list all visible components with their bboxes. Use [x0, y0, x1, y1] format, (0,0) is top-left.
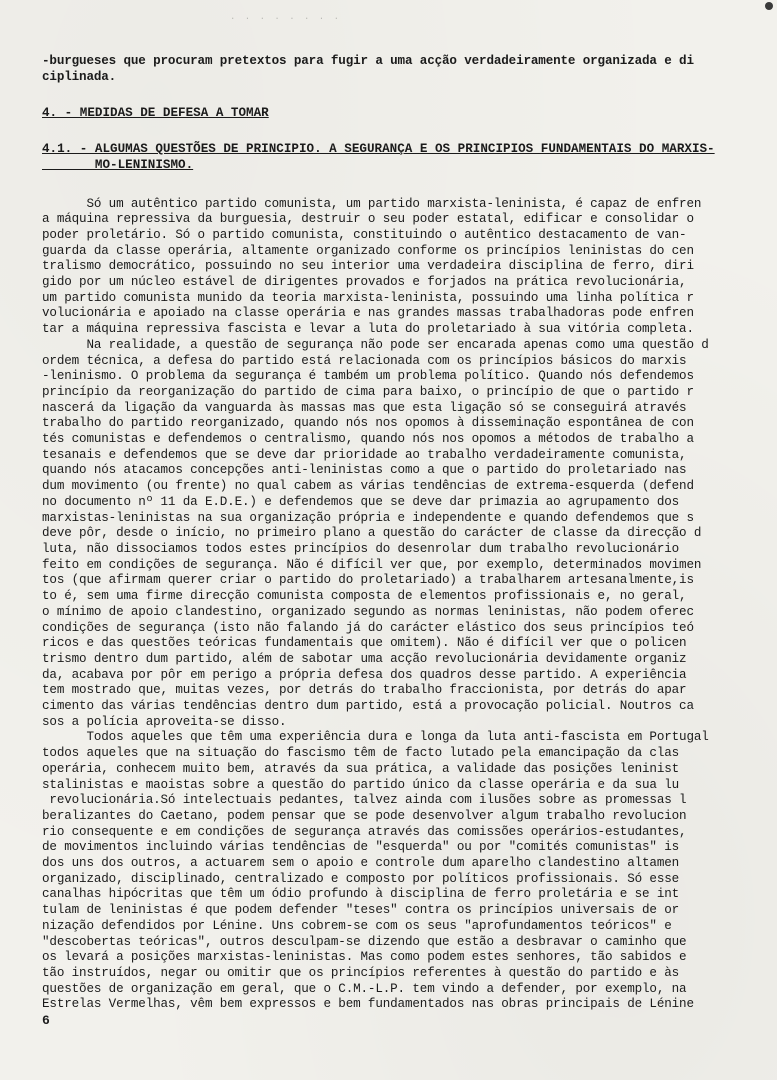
text-line: trabalho do partido reorganizado, quando nós nos opomos à disseminação espontânea de con: [42, 416, 694, 431]
text-line: no documento nº 11 da E.D.E.) e defendemos que se deve dar primazia ao agrupamento dos: [42, 494, 680, 509]
text-line: beralizantes do Caetano, podem pensar que se pode desenvolver algum trabalho revolucion: [42, 808, 687, 823]
text-line: tos (que afirmam querer criar o partido do proletariado) a trabalharem artesanalmente,is: [42, 573, 694, 588]
text-line: stalinistas e maoistas sobre a questão do partido único da classe operária e da sua lu: [42, 777, 680, 792]
document-body: [42, 54, 764, 1029]
text-line: cimento das várias tendências dentro dum partido, está a provocação policial. Noutros ca: [42, 699, 694, 714]
text-line: to é, sem uma firme direcção comunista composta de elementos profissionais e, no geral,: [42, 589, 687, 604]
text-line: dum movimento (ou frente) no qual cabem as várias tendências de extrema-esquerda (defend: [42, 479, 694, 494]
subsection-heading-line: MO-LENINISMO.: [42, 157, 194, 172]
text-line: ciplinada.: [42, 69, 117, 84]
text-line: operária, conhecem muito bem, através da sua prática, a validade das posições leninist: [42, 761, 680, 776]
text-line: marxistas-leninistas na sua organização própria e independente e quando defendemos que s: [42, 510, 694, 525]
text-line: Todos aqueles que têm uma experiência dura e longa da luta anti-fascista em Portugal: [42, 730, 709, 745]
text-line: feito em condições de segurança. Não é difícil ver que, por exemplo, determinados movimen: [42, 557, 702, 572]
hole-punch-mark: [765, 2, 773, 10]
text-line: "descobertas teóricas", outros desculpam-se dizendo que estão a desbravar o caminho que: [42, 934, 687, 949]
text-line: canalhas hipócritas que têm um ódio profundo à disciplina de ferro proletária e se int: [42, 887, 680, 902]
text-line: tão instruídos, negar ou omitir que os princípios referentes à questão do partido e às: [42, 965, 680, 980]
text-line: gido por um núcleo estável de dirigentes provados e forjados na prática revolucionária,: [42, 275, 687, 290]
text-line: um partido comunista munido da teoria marxista-leninista, possuindo uma linha política r: [42, 290, 694, 305]
text-line: tés comunistas e defendemos o centralismo, quando nós nos opomos a métodos de trabalho a: [42, 432, 694, 447]
text-line: guarda da classe operária, altamente organizado conforme os princípios leninistas do cen: [42, 243, 694, 258]
text-line: de movimentos incluindo várias tendências de "esquerda" ou por "comités comunistas" is: [42, 840, 680, 855]
subsection-heading: [42, 142, 764, 173]
text-line: tar a máquina repressiva fascista e levar a luta do proletariado à sua vitória completa.: [42, 322, 694, 337]
text-line: quando nós atacamos concepções anti-leninistas como a que o partido do proletariado nas: [42, 463, 687, 478]
text-line: nascerá da ligação da vanguarda às massas mas que esta ligação só se conseguirá através: [42, 400, 687, 415]
text-line: rio consequente e em condições de segurança através das comissões operários-estudantes,: [42, 824, 687, 839]
text-line: nização defendidos por Lénine. Uns cobrem-se com os seus "aprofundamentos teóricos" e: [42, 918, 672, 933]
faded-header-mark: · · · · · · · ·: [230, 14, 342, 24]
text-line: tesanais e defendemos que se deve dar prioridade ao trabalho verdadeiramente comunista,: [42, 447, 687, 462]
text-line: organizado, disciplinado, centralizado e composto por políticos profissionais. Só esse: [42, 871, 680, 886]
text-line: deve pôr, desde o início, no primeiro plano a questão do carácter de classe da direcção d: [42, 526, 702, 541]
continuation-text: [42, 54, 764, 85]
text-line: tralismo democrático, possuindo no seu interior uma verdadeira disciplina de ferro, diri: [42, 259, 694, 274]
text-line: -leninismo. O problema da segurança é também um problema político. Quando nós defendemos: [42, 369, 694, 384]
paragraph-1: [42, 197, 764, 338]
section-heading-text: 4. - MEDIDAS DE DEFESA A TOMAR: [42, 106, 269, 121]
text-line: volucionária e apoiado na classe operária e nas grandes massas trabalhadoras pode enfren: [42, 306, 694, 321]
text-line: os levará a posições marxistas-leninistas. Mas como podem estes senhores, tão sabidos e: [42, 950, 687, 965]
text-line: questões de organização em geral, que o C.M.-L.P. tem vindo a defender, por exemplo, na: [42, 981, 687, 996]
text-line: ordem técnica, a defesa do partido está relacionada com os princípios básicos do marxis: [42, 353, 687, 368]
text-line: princípio da reorganização do partido de cima para baixo, o princípio de que o partido r: [42, 384, 694, 399]
text-line: todos aqueles que na situação do fascismo têm de facto lutado pela emancipação da clas: [42, 746, 680, 761]
text-line: tem mostrado que, muitas vezes, por detrás do trabalho fraccionista, por detrás do apar: [42, 683, 687, 698]
text-line: revolucionária.Só intelectuais pedantes, talvez ainda com ilusões sobre as promessas l: [42, 793, 687, 808]
text-line: trismo dentro dum partido, além de sabotar uma acção revolucionária devidamente organiz: [42, 651, 687, 666]
text-line: dos uns dos outros, a actuarem sem o apoio e controle dum aparelho clandestino altamen: [42, 856, 680, 871]
text-line: poder proletário. Só o partido comunista, constituindo o autêntico destacamento de van-: [42, 227, 687, 242]
text-line: ricos e das questões teóricas fundamentais que omitem). Não é difícil ver que o policen: [42, 636, 687, 651]
text-line: luta, não dissociamos todos estes princípios do desenrolar dum trabalho revolucionário: [42, 541, 680, 556]
text-line: -burgueses que procuram pretextos para fugir a uma acção verdadeiramente organizada e di: [42, 54, 694, 68]
text-line: sos a polícia aproveita-se disso.: [42, 714, 287, 729]
text-line: tulam de leninistas é que podem defender "teses" contra os princípios universais de or: [42, 903, 680, 918]
section-heading: [42, 106, 764, 122]
subsection-heading-line: 4.1. - ALGUMAS QUESTÕES DE PRINCIPIO. A SEGURANÇA E OS PRINCIPIOS FUNDAMENTAIS DO MARXIS-: [42, 142, 715, 157]
text-line: Na realidade, a questão de segurança não pode ser encarada apenas como uma questão d: [42, 337, 709, 352]
text-line: condições de segurança (isto não falando já do carácter elástico dos seus princípios teó: [42, 620, 694, 635]
paragraph-2: [42, 338, 764, 731]
paragraph-3: [42, 730, 764, 1013]
text-line: a máquina repressiva da burguesia, destruir o seu poder estatal, edificar e consolidar o: [42, 212, 694, 227]
text-line: da, acabava por pôr em perigo a própria defesa dos quadros desse partido. A experiência: [42, 667, 687, 682]
text-line: Só um autêntico partido comunista, um partido marxista-leninista, é capaz de enfren: [42, 196, 702, 211]
text-line: o mínimo de apoio clandestino, organizado segundo as normas leninistas, não podem oferec: [42, 604, 694, 619]
page-number: 6: [42, 1013, 50, 1029]
text-line: Estrelas Vermelhas, vêm bem expressos e bem fundamentados nas obras principais de Lénine: [42, 997, 694, 1012]
